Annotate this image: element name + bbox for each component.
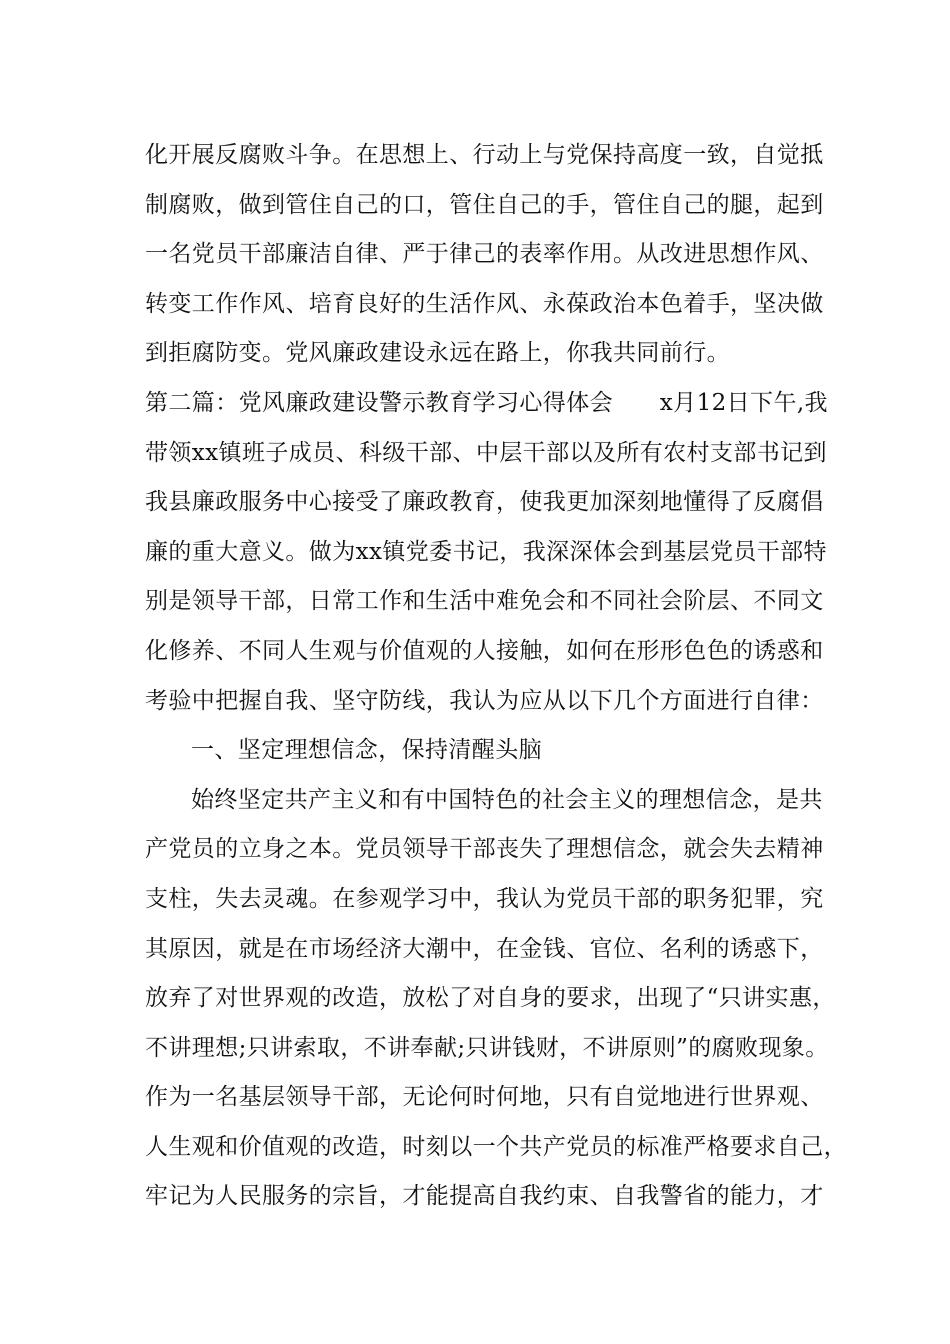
text-line: 制腐败，做到管住自己的口，管住自己的手，管住自己的腿，起到 bbox=[145, 191, 824, 218]
text-line: 作为一名基层领导干部，无论何时何地，只有自觉地进行世界观、 bbox=[145, 1084, 824, 1111]
text-line: 其原因，就是在市场经济大潮中，在金钱、官位、名利的诱惑下， bbox=[145, 935, 824, 962]
text-line: 廉的重大意义。做为xx镇党委书记，我深深体会到基层党员干部特 bbox=[145, 538, 827, 565]
text-line: 别是领导干部，日常工作和生活中难免会和不同社会阶层、不同文 bbox=[145, 588, 824, 615]
text-line: 我县廉政服务中心接受了廉政教育，使我更加深刻地懂得了反腐倡 bbox=[145, 489, 824, 516]
document-body bbox=[145, 131, 847, 1222]
subheading-line: 一、坚定理想信念，保持清醒头脑 bbox=[191, 737, 542, 764]
text-line: 到拒腐防变。党风廉政建设永远在路上，你我共同前行。 bbox=[145, 340, 730, 367]
text-line: 支柱，失去灵魂。在参观学习中，我认为党员干部的职务犯罪，究 bbox=[145, 885, 824, 912]
text-line: 带领xx镇班子成员、科级干部、中层干部以及所有农村支部书记到 bbox=[145, 439, 827, 466]
text-line: 转变工作作风、培育良好的生活作风、永葆政治本色着手，坚决做 bbox=[145, 290, 824, 317]
text-line: 牢记为人民服务的宗旨，才能提高自我约束、自我警省的能力，才 bbox=[145, 1183, 824, 1210]
text-line: 放弃了对世界观的改造，放松了对自身的要求，出现了“只讲实惠， bbox=[145, 985, 836, 1012]
text-line: 考验中把握自我、坚守防线，我认为应从以下几个方面进行自律： bbox=[145, 687, 824, 714]
section-heading-line: 第二篇：党风廉政建设警示教育学习心得体会 x月12日下午,我 bbox=[145, 389, 828, 416]
text-line: 产党员的立身之本。党员领导干部丧失了理想信念，就会失去精神 bbox=[145, 836, 824, 863]
text-line: 不讲理想;只讲索取，不讲奉献;只讲钱财，不讲原则”的腐败现象。 bbox=[145, 1034, 829, 1061]
text-line: 人生观和价值观的改造，时刻以一个共产党员的标准严格要求自己， bbox=[145, 1133, 847, 1160]
paragraph-start-line: 始终坚定共产主义和有中国特色的社会主义的理想信念，是共 bbox=[191, 786, 823, 813]
text-line: 化修养、不同人生观与价值观的人接触，如何在形形色色的诱惑和 bbox=[145, 637, 824, 664]
text-line: 一名党员干部廉洁自律、严于律己的表率作用。从改进思想作风、 bbox=[145, 241, 824, 268]
text-line: 化开展反腐败斗争。在思想上、行动上与党保持高度一致，自觉抵 bbox=[145, 142, 824, 168]
